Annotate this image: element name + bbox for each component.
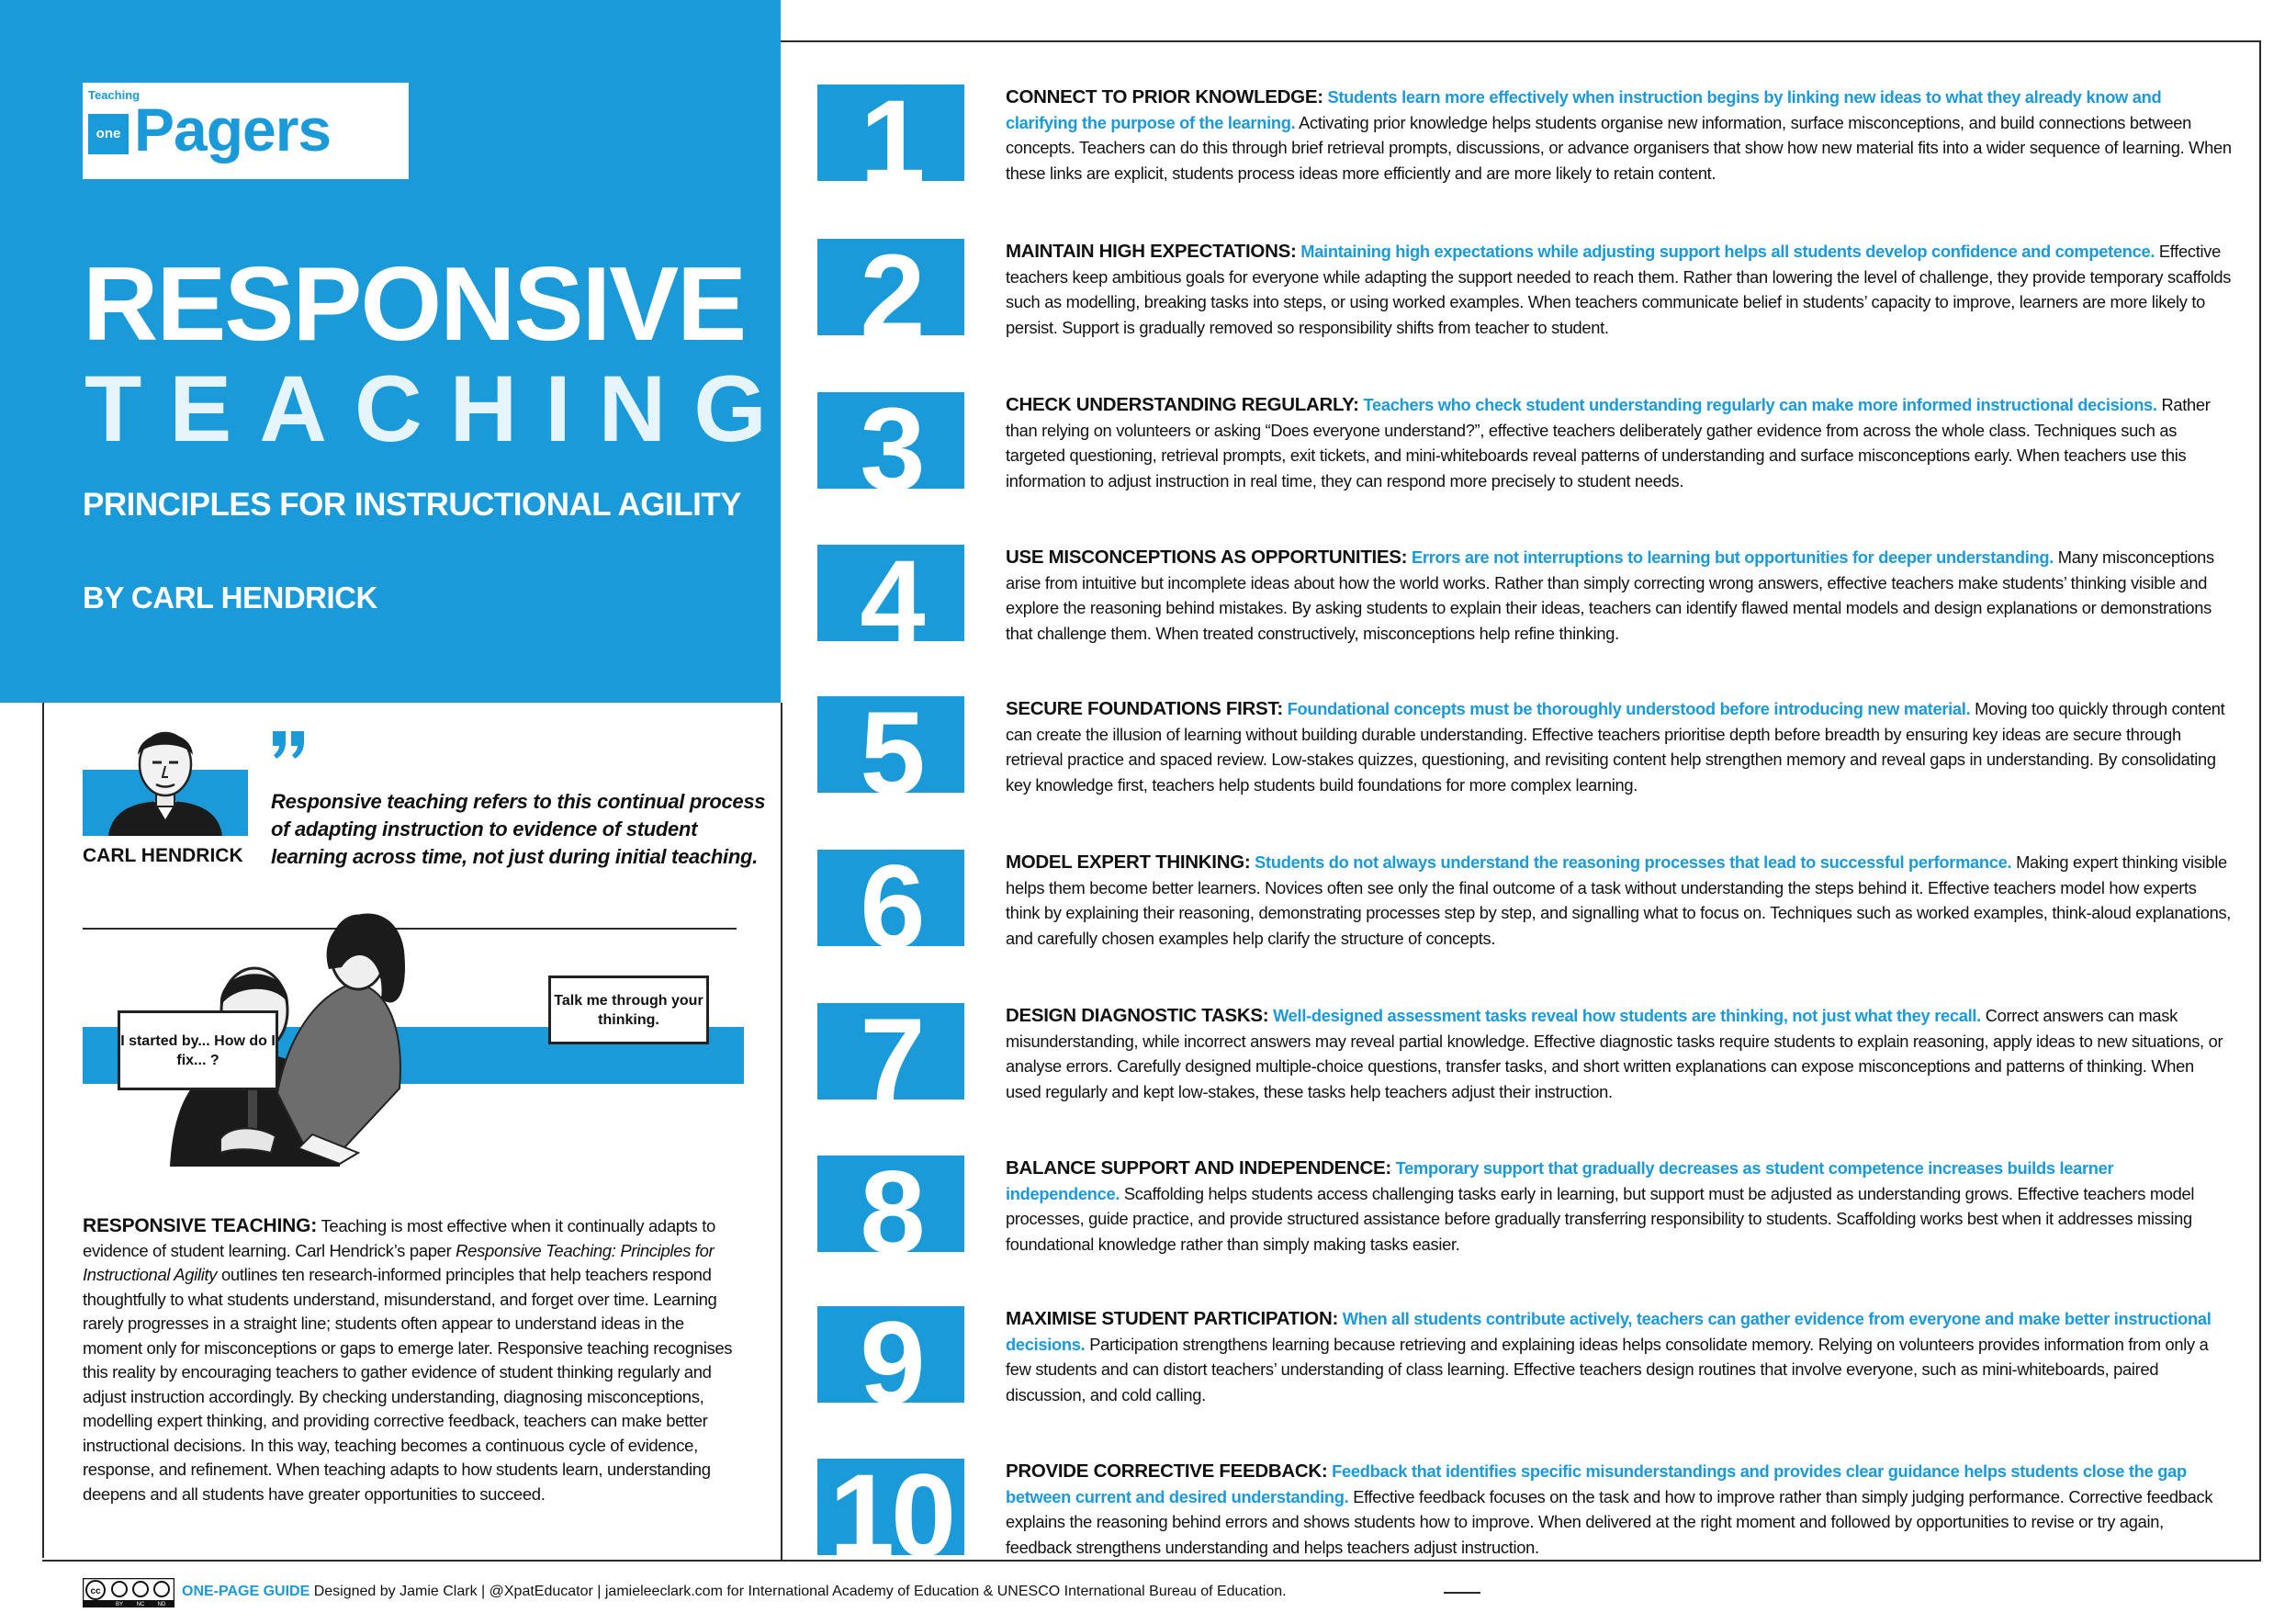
principle-text [1006, 1156, 2232, 1257]
license-mark-cc: cc [90, 1586, 101, 1596]
principle-number: 5 [860, 688, 922, 819]
principle-body: Effective teachers keep ambitious goals for everyone while adapting the support needed to reach them. Rather than lowering the level of challenge, they provide temporary scaffolds such as modelling, breaking tasks into steps, or using worked examples. When teachers communicate belief in students’ capacity to improve, learners are more likely to persist. Support is gradually removed so responsibility shifts from teacher to student. [1006, 242, 2232, 337]
principle-body: Making expert thinking visible helps them become better learners. Novices often see only the final outcome of a task without understanding the steps behind it. Effective teachers model how experts think by explaining their reasoning, demonstrating processes step by step, and signalling what to focus on. Techniques such as worked examples, think-aloud explanations, and carefully chosen examples help clarify the structure of concepts. [1006, 852, 2232, 948]
principle-number-block [817, 1298, 964, 1429]
brand-logo-small-text: Teaching [88, 88, 141, 102]
page-subtitle: PRINCIPLES FOR INSTRUCTIONAL AGILITY [83, 487, 742, 523]
principle-text [1006, 850, 2232, 951]
principle-heading: CONNECT TO PRIOR KNOWLEDGE: [1006, 86, 1323, 107]
principle-number-block [817, 536, 964, 668]
intro-text-b: outlines ten research-informed principles that help teachers respond thoughtfully to what students understand, misunderstand, and forget over time. Learning rarely progresses in a straight line; students often appear to understand ideas in the moment only for misconceptions or gaps to emerge later. Responsive teaching recognises this reality by encouraging teachers to gather evidence of student thinking regularly and adjust instruction accordingly. By checking understanding, diagnosing misconceptions, modelling expert thinking, and providing corrective feedback, teachers can make better instructional decisions. In this way, teaching becomes a continuous cycle of evidence, response, and refinement. When teaching adapts to how students learn, understanding deepens and all students have greater opportunities to succeed. [83, 1265, 733, 1504]
principle-number: 8 [860, 1147, 922, 1279]
principle-number-block [817, 841, 964, 973]
principle-lead: Foundational concepts must be thoroughly understood before introducing new material. [1287, 699, 1971, 718]
intro-paragraph [83, 1214, 735, 1506]
frame-line-bottom [42, 1560, 2261, 1562]
principle-text [1006, 239, 2232, 340]
principle-number-block [817, 76, 964, 208]
principle-number: 4 [860, 536, 922, 668]
principle-number: 7 [860, 995, 922, 1126]
principle-text [1006, 545, 2232, 646]
footer-credit-text: Designed by Jamie Clark | @XpatEducator | jamieleeclark.com for International Academy of Education & UNESCO International Bureau of Education. [310, 1584, 1287, 1599]
license-mark-nd: ND [157, 1602, 166, 1607]
principle-number-block [817, 995, 964, 1126]
brand-logo-name: Pagers [134, 96, 332, 164]
frame-line-middle [781, 703, 782, 1562]
principle-body: Activating prior knowledge helps students organise new information, surface misconceptions, and build connections between concepts. Teachers can do this through brief retrieval prompts, discussions, or advance organisers that show how new material fits into a wider sequence of learning. When these links are explicit, students process ideas more efficiently and are more likely to retain content. [1006, 112, 2232, 183]
principle-lead: Students learn more effectively when instruction begins by linking new ideas to what they already know and clarifying the purpose of the learning. [1006, 87, 2162, 132]
principle-number-block [817, 231, 964, 362]
principle-heading: MODEL EXPERT THINKING: [1006, 851, 1251, 873]
principle-number-block [817, 1450, 964, 1582]
quote-author-name: CARL HENDRICK [83, 845, 243, 866]
brand-logo [83, 83, 409, 179]
principle-lead: Well-designed assessment tasks reveal how students are thinking, not just what they recall. [1273, 1006, 1981, 1025]
principle-number: 1 [860, 76, 922, 208]
student-speech-bubble: I started by... How do I fix... ? [118, 1010, 278, 1090]
principle-lead: Feedback that identifies specific misunderstandings and provides clear guidance helps students close the gap between current and desired understanding. [1006, 1461, 2187, 1506]
principle-number-block [817, 384, 964, 515]
principle-lead: Errors are not interruptions to learning but opportunities for deeper understanding. [1412, 547, 2054, 567]
principle-lead: Temporary support that gradually decreases as student competence increases builds learner independence. [1006, 1158, 2114, 1203]
quotation-mark-icon [271, 726, 308, 762]
principle-text [1006, 85, 2232, 186]
author-byline: BY CARL HENDRICK [83, 581, 377, 615]
principle-number: 6 [860, 841, 922, 973]
principle-text [1006, 1306, 2232, 1407]
principle-heading: USE MISCONCEPTIONS AS OPPORTUNITIES: [1006, 547, 1408, 568]
principle-number: 2 [860, 231, 922, 362]
teacher-speech-bubble: Talk me through your thinking. [548, 976, 709, 1044]
principle-text [1006, 392, 2232, 493]
footer-rule [1444, 1592, 1480, 1594]
principle-lead: Students do not always understand the reasoning processes that lead to successful performance. [1255, 852, 2012, 872]
brand-logo-one-box: one [88, 114, 129, 154]
principle-text [1006, 1003, 2232, 1104]
principle-heading: DESIGN DIAGNOSTIC TASKS: [1006, 1005, 1269, 1026]
principle-heading: MAXIMISE STUDENT PARTICIPATION: [1006, 1308, 1338, 1329]
author-portrait [83, 716, 248, 836]
pull-quote: Responsive teaching refers to this continual process of adapting instruction to evidence of student learning across time, not just during initial teaching. [271, 790, 766, 868]
principle-lead: Maintaining high expectations while adjusting support helps all students develop confidence and competence. [1300, 242, 2155, 261]
page-title-sub: TEACHING [84, 356, 794, 461]
principle-heading: SECURE FOUNDATIONS FIRST: [1006, 698, 1283, 719]
principle-body: Scaffolding helps students access challenging tasks early in learning, but support must be adjusted as understanding grows. Effective teachers model processes, guide practice, and provide structured assistance before gradually transferring responsibility to students. Scaffolding works best when it addresses missing foundational knowledge rather than simply making tasks easier. [1006, 1183, 2195, 1254]
creative-commons-by-nc-nd-icon [83, 1578, 174, 1607]
principle-heading: CHECK UNDERSTANDING REGULARLY: [1006, 394, 1359, 415]
principle-body: Rather than relying on volunteers or asking “Does everyone understand?”, effective teachers deliberately gather evidence from across the whole class. Techniques such as targeted questioning, retrieval prompts, exit tickets, and mini-whiteboards reveal patterns of understanding and surface misconceptions early. When teachers use this information to adjust instruction in real time, they can respond more precisely to student needs. [1006, 395, 2211, 491]
intro-text-a: Teaching is most effective when it continually adapts to evidence of student learning. Carl Hendrick’s paper [83, 1216, 715, 1260]
principle-text [1006, 696, 2232, 797]
footer-label: ONE-PAGE GUIDE [182, 1584, 310, 1599]
principle-number: 10 [828, 1450, 953, 1582]
principle-heading: PROVIDE CORRECTIVE FEEDBACK: [1006, 1460, 1328, 1482]
principle-number-block [817, 1147, 964, 1279]
page-title: RESPONSIVE [83, 246, 746, 363]
principle-heading: BALANCE SUPPORT AND INDEPENDENCE: [1006, 1157, 1391, 1179]
principle-heading: MAINTAIN HIGH EXPECTATIONS: [1006, 241, 1297, 262]
principle-number: 3 [860, 384, 922, 515]
frame-line-right [2259, 40, 2261, 1562]
principle-body: Many misconceptions arise from intuitive but incomplete ideas about how the world works. Rather than simply correcting wrong answers, effective teachers make students’ thinking visible and explore the reasoning behind mistakes. By asking students to explain their ideas, teachers can identify flawed mental models and design explanations or demonstrations that challenge them. When treated constructively, misconceptions help refine thinking. [1006, 547, 2214, 643]
principle-body: Participation strengthens learning because retrieving and explaining ideas helps consolidate memory. Relying on volunteers provides information from only a few students and can distort teachers’ understanding of class learning. Effective teachers design routines that involve everyone, such as mini-whiteboards, paired discussion, and cold calling. [1006, 1334, 2209, 1404]
license-mark-by: BY [115, 1602, 124, 1607]
license-mark-nc: NC [136, 1602, 145, 1607]
principle-body: Effective feedback focuses on the task and how to improve rather than simply judging performance. Corrective feedback explains the reasoning behind errors and shows students how to improve. When delivered at the right moment and followed by opportunities to revise or try again, feedback strengthens understanding and helps teachers adjust instruction. [1006, 1486, 2213, 1557]
principle-number-block [817, 688, 964, 819]
principle-lead: Teachers who check student understanding regularly can make more informed instructional decisions. [1363, 395, 2157, 414]
principle-number: 9 [860, 1298, 922, 1429]
frame-line-top [781, 40, 2261, 42]
principle-body: Correct answers can mask misunderstanding, while incorrect answers may reveal partial knowledge. Effective diagnostic tasks require students to explain reasoning, apply ideas to new situations, or analyse errors. Carefully designed multiple-choice questions, transfer tasks, and short written explanations can expose misconceptions and patterns of thinking. When used regularly and kept low-stakes, these tasks help teachers adjust their instruction. [1006, 1006, 2223, 1101]
intro-heading: RESPONSIVE TEACHING: [83, 1215, 318, 1236]
intro-paper-title: Responsive Teaching: Principles for Instructional Agility [83, 1240, 715, 1284]
principle-text [1006, 1459, 2232, 1560]
principle-lead: When all students contribute actively, teachers can gather evidence from everyone and make better instructional decisions. [1006, 1309, 2212, 1354]
footer-credits [182, 1584, 1287, 1600]
title-panel [0, 0, 794, 703]
principle-body: Moving too quickly through content can create the illusion of learning without building durable understanding. Effective teachers prioritise depth before breadth by ensuring key ideas are secure through retrieval practice and spaced review. Low-stakes quizzes, questioning, and revisiting content help strengthen memory and reveal gaps in understanding. By consolidating key knowledge first, teachers help students build foundations for more complex learning. [1006, 699, 2225, 795]
